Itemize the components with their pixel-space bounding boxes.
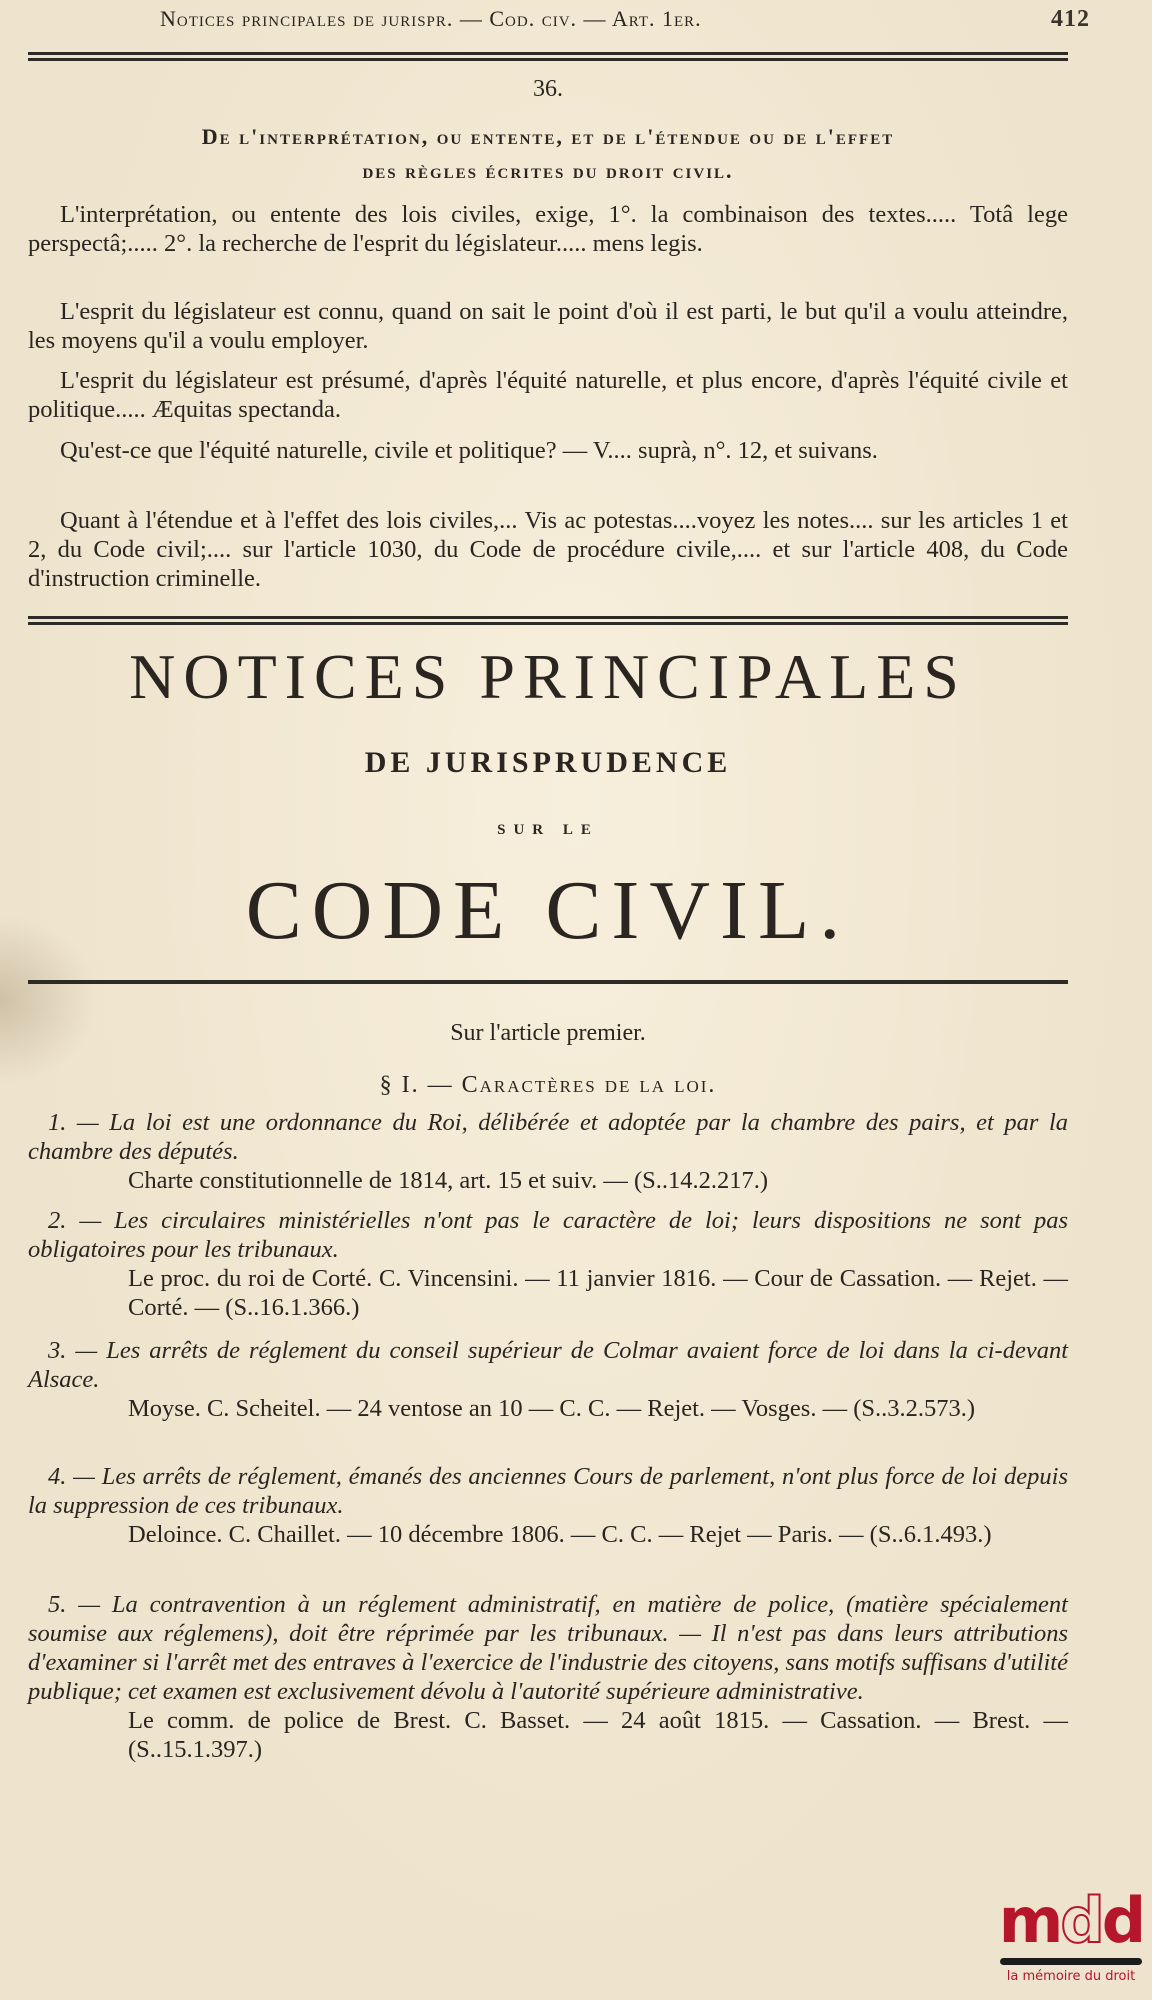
- notice-citation: Deloince. C. Chaillet. — 10 décembre 1806. — C. C. — Rejet — Paris. — (S..6.1.493.): [128, 1521, 992, 1548]
- notice-item: [28, 1206, 1068, 1322]
- notice-item: [28, 1336, 1068, 1423]
- section-title-line2: des règles écrites du droit civil.: [362, 158, 734, 183]
- title-rule: [28, 980, 1068, 984]
- main-title: NOTICES PRINCIPALES: [129, 641, 967, 712]
- main-title-code-civil: CODE CIVIL.: [245, 864, 851, 957]
- logo-bar: [1000, 1958, 1142, 1965]
- article-heading: Sur l'article premier.: [450, 1020, 646, 1046]
- notice-summary: 1. — La loi est une ordonnance du Roi, délibérée et adoptée par la chambre des pairs, et par la chambre des députés.: [28, 1109, 1068, 1165]
- notice-citation: Le comm. de police de Brest. C. Basset. — 24 août 1815. — Cassation. — Brest. — (S..15.1.397.): [128, 1707, 1068, 1763]
- paragraph: Qu'est-ce que l'équité naturelle, civile et politique? — V.... suprà, n°. 12, et suivans.: [60, 437, 878, 464]
- header-double-rule: [28, 52, 1068, 61]
- mdd-logo: [990, 1884, 1152, 2000]
- logo-tagline: la mémoire du droit: [1006, 1969, 1136, 1984]
- running-head-title: Notices principales de jurispr. — Cod. civ. — Art. 1er.: [160, 6, 702, 31]
- notice-summary: 5. — La contravention à un réglement administratif, en matière de police, (matière spécialement soumise aux réglemens), doit être réprimée par les tribunaux. — Il n'est pas dans leurs attributions d'examiner si l'arrêt met des entraves à l'exercice de l'industrie des citoyens, sans motifs suffisans d'utilité publique; cet examen est exclusivement dévolu à l'autorité supérieure administrative.: [28, 1591, 1068, 1705]
- paragraph: L'interprétation, ou entente des lois civiles, exige, 1°. la combinaison des textes..... Totâ lege perspectâ;..... 2°. la recherche de l'esprit du législateur..... mens legis.: [28, 201, 1068, 257]
- notice-item: [28, 1590, 1068, 1764]
- page-number: 412: [1051, 6, 1090, 32]
- section-number: 36.: [533, 76, 563, 102]
- main-title-connector: SUR LE: [497, 822, 599, 838]
- notice-citation: Le proc. du roi de Corté. C. Vincensini. — 11 janvier 1816. — Cour de Cassation. — Rejet. — Corté. — (S..16.1.366.): [128, 1265, 1068, 1321]
- notice-citation: Moyse. C. Scheitel. — 24 ventose an 10 — C. C. — Rejet. — Vosges. — (S..3.2.573.): [128, 1395, 976, 1422]
- section-title-line1: De l'interprétation, ou entente, et de l'étendue ou de l'effet: [201, 124, 895, 149]
- mdd-logo-mark: mdd: [998, 1884, 1144, 1957]
- section-double-rule: [28, 616, 1068, 625]
- paragraph: Quant à l'étendue et à l'effet des lois civiles,... Vis ac potestas....voyez les notes.... sur les articles 1 et 2, du Code civil;.... sur l'article 1030, du Code de procédure civile,.... et sur l'article 408, du Code d'instruction criminelle.: [28, 507, 1068, 592]
- notice-summary: 2. — Les circulaires ministérielles n'ont pas le caractère de loi; leurs dispositions ne sont pas obligatoires pour les tribunaux.: [28, 1207, 1068, 1263]
- notice-item: [28, 1108, 1068, 1195]
- section-title: [28, 120, 1068, 188]
- notice-summary: 3. — Les arrêts de réglement du conseil supérieur de Colmar avaient force de loi dans la ci-devant Alsace.: [28, 1337, 1068, 1393]
- notice-citation: Charte constitutionnelle de 1814, art. 15 et suiv. — (S..14.2.217.): [128, 1167, 769, 1194]
- notice-summary: 4. — Les arrêts de réglement, émanés des anciennes Cours de parlement, n'ont plus force de loi depuis la suppression de ces tribunaux.: [28, 1463, 1068, 1519]
- paragraph: L'esprit du législateur est présumé, d'après l'équité naturelle, et plus encore, d'après l'équité civile et politique..... Æquitas spectanda.: [28, 367, 1068, 423]
- notice-item: [28, 1462, 1068, 1549]
- running-head: [160, 6, 1090, 33]
- paragraph-section-heading: § I. — Caractères de la loi.: [379, 1072, 717, 1098]
- paragraph: L'esprit du législateur est connu, quand on sait le point d'où il est parti, le but qu'il a voulu atteindre, les moyens qu'il a voulu employer.: [28, 298, 1068, 354]
- main-subtitle: DE JURISPRUDENCE: [364, 746, 732, 779]
